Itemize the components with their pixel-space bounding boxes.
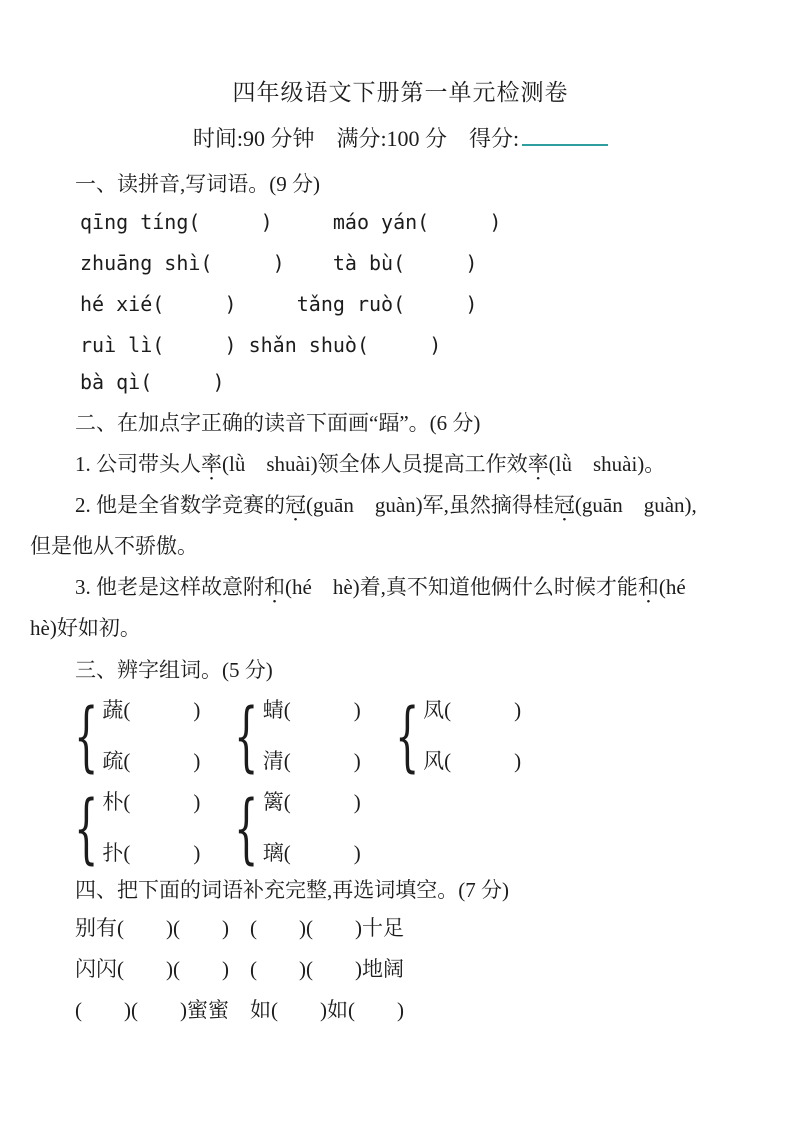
- item2-dotted-char-1: 冠: [285, 493, 306, 517]
- section2-item-3: [30, 575, 771, 599]
- section3-heading: 三、辨字组词。(5 分): [75, 658, 273, 682]
- pair1-top: 蔬( ): [102, 698, 201, 722]
- pinyin-row-1: qīng tíng( ) máo yán( ): [80, 210, 502, 234]
- pair4-bottom: 扑( ): [102, 841, 201, 865]
- item3-text-a: 3. 他老是这样故意附: [75, 575, 264, 599]
- pinyin-row-2: zhuāng shì( ) tà bù( ): [80, 251, 478, 275]
- word-pair-row-1: [30, 691, 771, 780]
- section2-item-2: [30, 493, 771, 517]
- left-brace-glyph: {: [74, 691, 99, 780]
- pair5-top: 篱( ): [262, 790, 361, 814]
- word-pair-group-1: [62, 691, 201, 780]
- word-pair-group-2: [222, 691, 361, 780]
- item3-dotted-char-2: 和: [637, 575, 659, 599]
- pair3-bottom: 风( ): [423, 749, 522, 773]
- item1-text-c: (lǜ shuài)。: [548, 452, 666, 476]
- pinyin-row-3: hé xié( ) tǎng ruò( ): [80, 292, 478, 316]
- item1-dotted-char-2: 率: [527, 452, 549, 476]
- section2-heading: 二、在加点字正确的读音下面画“踾”。(6 分): [75, 411, 481, 435]
- section2-item-1: [30, 452, 771, 476]
- word-pair-group-5: [222, 783, 361, 872]
- pinyin-row-4: ruì lì( ) shǎn shuò( ): [80, 333, 442, 357]
- section1-heading: 一、读拼音,写词语。(9 分): [75, 172, 320, 196]
- pair5-bottom: 璃( ): [262, 841, 361, 865]
- page-title: 四年级语文下册第一单元检测卷: [232, 80, 569, 105]
- score-blank-line: [522, 128, 608, 146]
- pair4-top: 朴( ): [102, 790, 201, 814]
- item3-dotted-char-1: 和: [264, 575, 285, 599]
- left-brace-glyph: {: [74, 783, 99, 872]
- section2-item-2-continuation: 但是他从不骄傲。: [30, 534, 198, 558]
- word-pair-row-2: [30, 783, 771, 872]
- item2-text-b: (guān guàn)军,虽然摘得桂: [306, 493, 554, 517]
- item3-text-b: (hé hè)着,真不知道他俩什么时候才能: [285, 575, 638, 599]
- word-pair-group-3: [383, 691, 522, 780]
- section4-heading: 四、把下面的词语补充完整,再选词填空。(7 分): [75, 878, 509, 902]
- item1-text-b: (lǜ shuài)领全体人员提高工作效: [222, 452, 528, 476]
- item3-text-c: (hé: [658, 575, 686, 599]
- pair2-bottom: 清( ): [262, 749, 361, 773]
- left-brace-glyph: {: [234, 691, 259, 780]
- item1-text-a: 1. 公司带头人: [75, 452, 201, 476]
- item1-dotted-char-1: 率: [201, 452, 222, 476]
- pinyin-row-5: bà qì( ): [80, 370, 225, 394]
- left-brace-glyph: {: [234, 783, 259, 872]
- fill-in-row-2: 闪闪( )( ) ( )( )地阔: [75, 957, 404, 981]
- item2-dotted-char-2: 冠: [553, 493, 575, 517]
- meta-line: [30, 126, 771, 152]
- fill-in-row-1: 别有( )( ) ( )( )十足: [75, 916, 404, 940]
- pair3-top: 凤( ): [423, 698, 522, 722]
- item2-text-a: 2. 他是全省数学竞赛的: [75, 493, 285, 517]
- section2-item-3-continuation: hè)好如初。: [30, 616, 141, 640]
- pair1-bottom: 疏( ): [102, 749, 201, 773]
- item2-text-c: (guān guàn),: [574, 493, 697, 517]
- fill-in-row-3: ( )( )蜜蜜 如( )如( ): [75, 998, 404, 1022]
- pair2-top: 蜻( ): [262, 698, 361, 722]
- word-pair-group-4: [62, 783, 201, 872]
- left-brace-glyph: {: [394, 691, 419, 780]
- meta-text: 时间:90 分钟 满分:100 分 得分:: [192, 126, 520, 151]
